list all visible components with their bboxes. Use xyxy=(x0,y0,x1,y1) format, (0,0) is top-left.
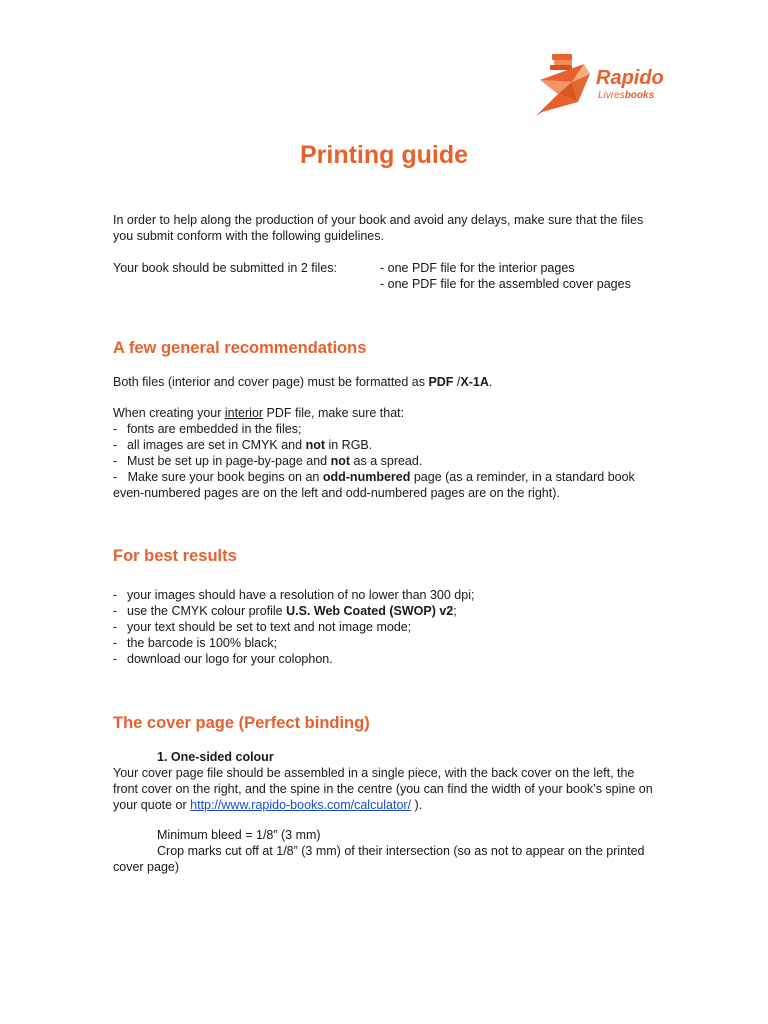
list-item xyxy=(113,603,653,619)
files-item: - one PDF file for the interior pages xyxy=(380,261,575,275)
list-item-text: ; xyxy=(453,604,457,618)
section-heading-cover-page: The cover page (Perfect binding) xyxy=(113,714,370,732)
list-item xyxy=(113,587,653,603)
section-heading-general: A few general recommendations xyxy=(113,339,367,357)
files-list xyxy=(380,260,631,292)
format-pdf: PDF xyxy=(428,375,454,389)
list-item xyxy=(113,635,653,651)
cover-text-end: ). xyxy=(411,798,423,812)
best-results-list xyxy=(113,587,653,667)
bleed-text: Minimum bleed = 1/8” (3 mm) xyxy=(157,828,321,842)
best-results-block xyxy=(113,587,653,667)
list-item-bold: not xyxy=(305,438,325,452)
rapido-logo xyxy=(532,50,664,120)
cover-text: Your cover page file should be assembled in a single piece, with the back cover on the left, the front cover on the right, and the spine in the centre (you can find the width of your book’s spine on your quote or xyxy=(113,766,653,812)
list-item xyxy=(113,651,653,667)
page-title: Printing guide xyxy=(299,141,469,169)
list-item-text: as a spread. xyxy=(350,454,423,468)
list-item xyxy=(113,453,653,469)
list-item xyxy=(113,437,653,453)
format-x1a: X-1A xyxy=(460,375,489,389)
list-item-text: Must be set up in page-by-page and xyxy=(127,454,331,468)
list-item-text: all images are set in CMYK and xyxy=(127,438,306,452)
crane-books-icon xyxy=(532,50,596,120)
format-prefix: Both files (interior and cover page) must be formatted as xyxy=(113,375,429,389)
intro-paragraph xyxy=(113,212,653,244)
crop-text-content: Crop marks cut off at 1/8” (3 mm) of their intersection (so as not to appear on the printed cover page) xyxy=(113,844,645,874)
format-end: . xyxy=(488,375,493,389)
format-slash: / xyxy=(453,375,461,389)
list-item-text: the barcode is 100% black; xyxy=(127,636,278,650)
list-item-text: download our logo for your colophon. xyxy=(127,652,333,666)
list-item-text: page (as a reminder, in a standard book even-numbered pages are on the left and odd-numbered pages are on the right). xyxy=(113,470,635,500)
bleed-block xyxy=(113,827,653,875)
interior-recommendations xyxy=(113,405,653,501)
intro-text: In order to help along the production of your book and avoid any delays, make sure that the files you submit conform with the following guidelines. xyxy=(113,213,644,243)
calculator-link[interactable]: http://www.rapido-books.com/calculator/ xyxy=(190,798,412,812)
interior-suffix: PDF file, make sure that: xyxy=(263,406,405,420)
interior-prefix: When creating your xyxy=(113,406,225,420)
logo-tagline xyxy=(598,90,654,101)
files-label: Your book should be submitted in 2 files: xyxy=(113,261,337,275)
list-item-text: Make sure your book begins on an xyxy=(127,470,323,484)
list-item-text: your images should have a resolution of no lower than 300 dpi; xyxy=(127,588,475,602)
list-item xyxy=(113,421,653,437)
logo-tagline-bold: books xyxy=(624,90,655,101)
list-item xyxy=(113,619,653,635)
list-item-text: use the CMYK colour profile xyxy=(127,604,287,618)
logo-tagline-light: Livres xyxy=(598,90,625,101)
list-item-text: fonts are embedded in the files; xyxy=(127,422,302,436)
list-item-text: your text should be set to text and not image mode; xyxy=(127,620,412,634)
odd-page-paragraph: - Make sure your book begins on an odd-numbered page (as a reminder, in a standard book even-numbered pages are on the left and odd-numbered pages are on the right). xyxy=(113,470,635,500)
section-heading-best-results: For best results xyxy=(113,547,237,565)
sub-heading-one-sided: 1. One-sided colour xyxy=(157,750,274,764)
files-item: - one PDF file for the assembled cover pages xyxy=(380,277,631,291)
list-item-bold: not xyxy=(330,454,351,468)
interior-word: interior xyxy=(224,406,264,420)
list-item-bold: U.S. Web Coated (SWOP) v2 xyxy=(286,604,454,618)
interior-list xyxy=(113,421,653,469)
logo-wordmark: Rapido xyxy=(596,67,664,89)
cover-paragraph xyxy=(113,765,653,813)
format-paragraph xyxy=(113,374,653,390)
list-item-text: in RGB. xyxy=(325,438,373,452)
list-item-bold: odd-numbered xyxy=(322,470,411,484)
crop-text xyxy=(113,843,653,875)
